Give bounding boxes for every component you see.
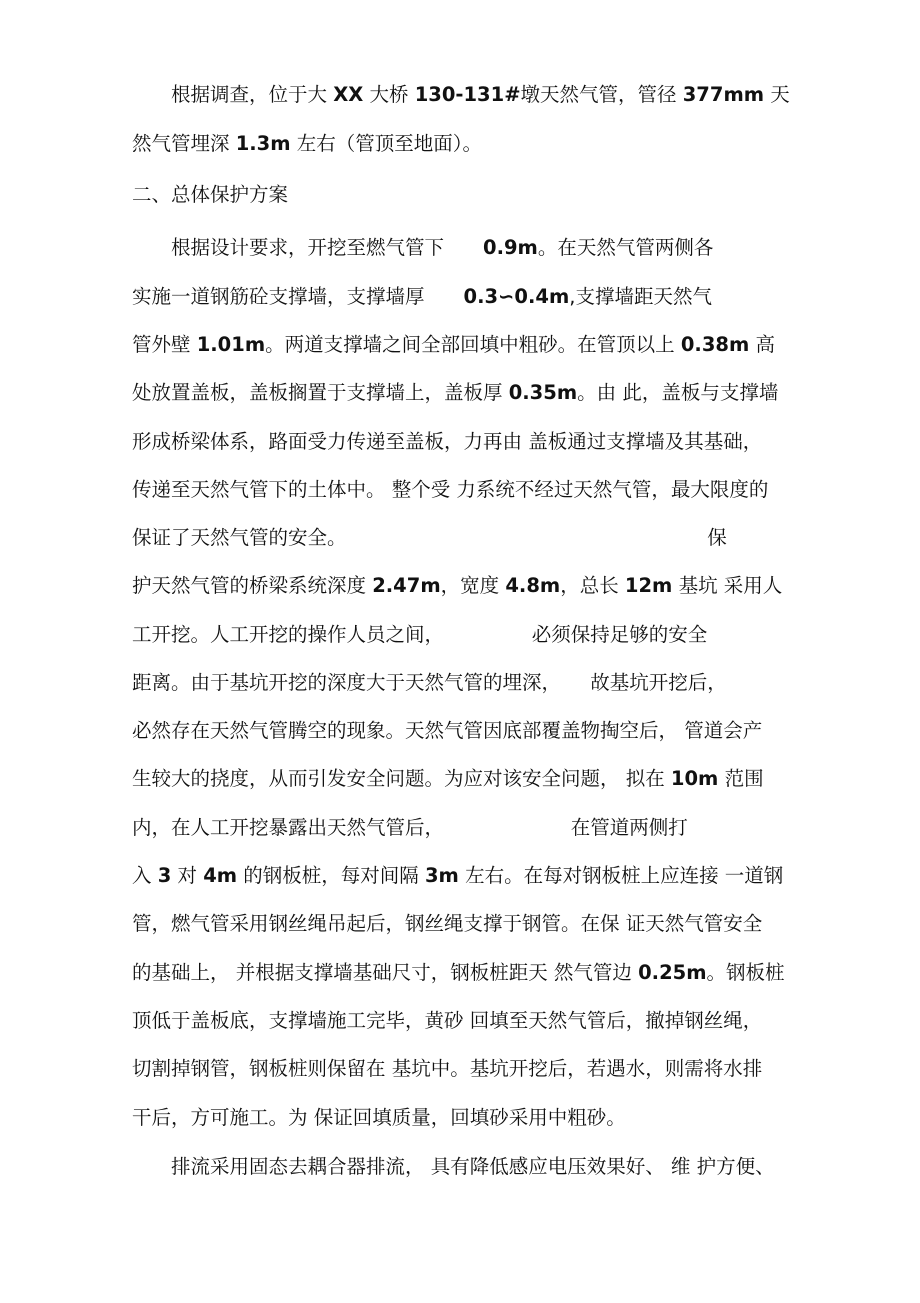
text-line: 然气管埋深 1.3m 左右（管顶至地面）。: [132, 132, 483, 155]
text-line: 的基础上， 并根据支撑墙基础尺寸，钢板桩距天 然气管边 0.25m。钢板桩: [132, 961, 785, 984]
text-line: 工开挖。人工开挖的操作人员之间， 必须保持足够的安全: [132, 623, 708, 646]
section-heading: 二、总体保护方案: [132, 183, 289, 206]
text-line: 入 3 对 4m 的钢板桩，每对间隔 3m 左右。在每对钢板桩上应连接 一道钢: [132, 864, 784, 887]
text-line: 根据设计要求，开挖至燃气管下 0.9m。在天然气管两侧各: [132, 236, 714, 259]
text-line: 保证了天然气管的安全。 保: [132, 526, 727, 549]
text-line: 必然存在天然气管腾空的现象。天然气管因底部覆盖物掏空后， 管道会产: [132, 719, 763, 742]
text-line: 顶低于盖板底，支撑墙施工完毕，黄砂 回填至天然气管后，撤掉钢丝绳，: [132, 1009, 763, 1032]
text-line: 切割掉钢管，钢板桩则保留在 基坑中。基坑开挖后，若遇水，则需将水排: [132, 1057, 763, 1080]
text-line: 实施一道钢筋砼支撑墙，支撑墙厚 0.3∽0.4m,支撑墙距天然气: [132, 285, 712, 308]
text-line: 排流采用固态去耦合器排流， 具有降低感应电压效果好、 维 护方便、: [132, 1155, 775, 1178]
text-line: 传递至天然气管下的土体中。 整个受 力系统不经过天然气管，最大限度的: [132, 478, 769, 501]
text-line: 管外壁 1.01m。两道支撑墙之间全部回填中粗砂。在管顶以上 0.38m 高: [132, 333, 775, 356]
text-line: 生较大的挠度，从而引发安全问题。为应对该安全问题， 拟在 10m 范围: [132, 767, 764, 790]
text-line: 管，燃气管采用钢丝绳吊起后，钢丝绳支撑于钢管。在保 证天然气管安全: [132, 912, 763, 935]
text-line: 处放置盖板，盖板搁置于支撑墙上，盖板厚 0.35m。由 此，盖板与支撑墙: [132, 381, 779, 404]
text-line: 形成桥梁体系，路面受力传递至盖板，力再由 盖板通过支撑墙及其基础，: [132, 430, 763, 453]
text-line: 根据调查，位于大 XX 大桥 130-131#墩天然气管，管径 377mm 天: [132, 83, 790, 106]
text-line: 干后，方可施工。为 保证回填质量，回填砂采用中粗砂。: [132, 1106, 626, 1129]
text-line: 护天然气管的桥梁系统深度 2.47m，宽度 4.8m，总长 12m 基坑 采用人: [132, 574, 783, 597]
text-line: 内，在人工开挖暴露出天然气管后， 在管道两侧打: [132, 816, 688, 839]
text-line: 距离。由于基坑开挖的深度大于天然气管的埋深， 故基坑开挖后，: [132, 671, 727, 694]
